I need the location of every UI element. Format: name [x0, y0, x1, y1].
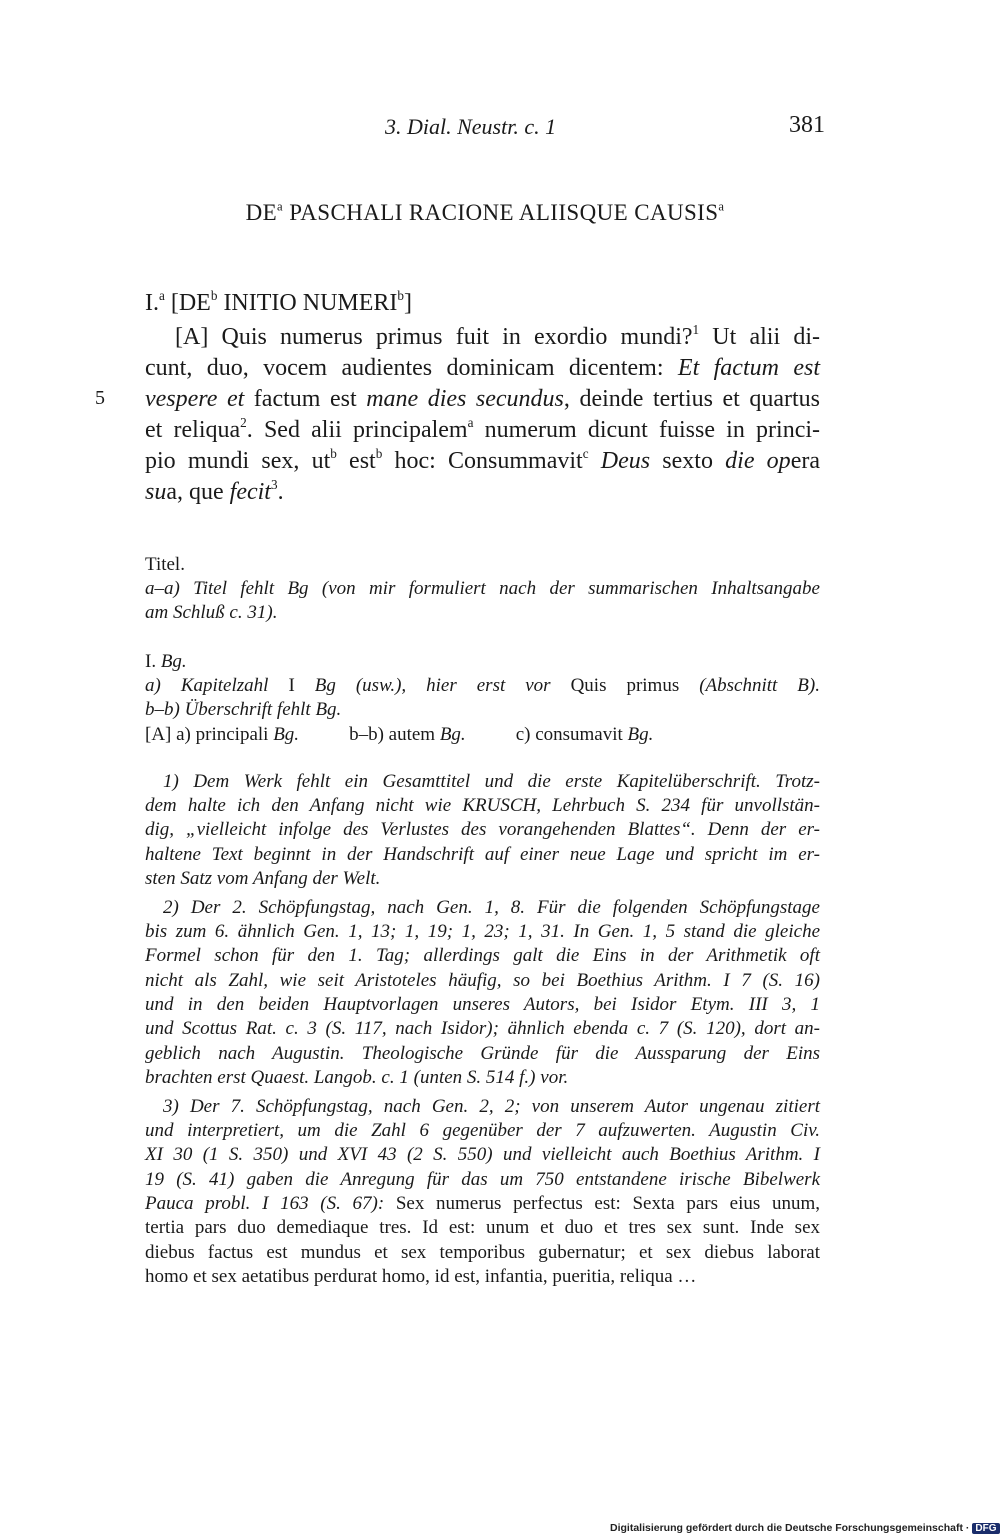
note-2-line-4: nicht als Zahl, wie seit Aristoteles häufig, so bei Boethius Arithm. I 7 (S. 16) [145, 970, 820, 991]
note-1-line-2: dem halte ich den Anfang nicht wie KRUSCH, Lehrbuch S. 234 für unvollstän- [145, 795, 820, 816]
apparatus-title-note-1: a–a) Titel fehlt Bg (von mir formuliert nach der summarischen Inhaltsangabe [145, 578, 820, 599]
apparatus-chapter-a: a) Kapitelzahl I Bg (usw.), hier erst vor Quis primus (Abschnitt B). [145, 675, 820, 696]
body-line-6: sua, que fecit$^3$. [145, 477, 284, 505]
body-line-2: cunt, duo, vocem audientes dominicam dicentem: Et factum est [145, 355, 821, 381]
dfg-logo-icon: DFG [972, 1523, 999, 1534]
note-2-line-5: und in den beiden Hauptvorlagen unseres Autors, bei Isidor Etym. III 3, 1 [145, 994, 820, 1015]
body-line-4: et reliqua$^2$. Sed alii principalem$^a$ numerum dicunt fuisse in princi- [145, 415, 821, 443]
note-3-line-7: diebus factus est mundus et sex temporibus gubernatur; et sex diebus laborat [145, 1242, 820, 1263]
note-1-line-4: haltene Text beginnt in der Handschrift auf einer neue Lage und spricht im er- [145, 844, 820, 865]
apparatus-title-label: Titel. [145, 554, 185, 575]
note-3-line-6: tertia pars duo demediaque tres. Id est: unum et duo et tres sex sunt. Inde sex [145, 1217, 820, 1238]
apparatus-chapter-label: I. Bg. [145, 651, 187, 672]
note-2-line-3: Formel schon für den 1. Tag; allerdings galt die Eins in der Arithmetik oft [145, 945, 820, 966]
body-line-1: [A] Quis numerus primus fuit in exordio mundi?$^1$ Ut alii di- [175, 322, 820, 350]
digitization-banner: Digitalisierung gefördert durch die Deutsche Forschungsgemeinschaft · DFG [610, 1522, 995, 1538]
main-title: $DE^a$ PASCHALI RACIONE ALIISQUE CAUSIS$^a$ [245, 199, 725, 225]
note-2-line-8: brachten erst Quaest. Langob. c. 1 (unten S. 514 f.) vor. [145, 1067, 569, 1088]
page-number: 381 [789, 112, 825, 138]
body-line-3: vespere et factum est mane dies secundus, deinde tertius et quartus [145, 386, 821, 412]
apparatus-variants: [A] a) principali Bg. b–b) autem Bg. c) consumavit Bg. [145, 724, 654, 745]
chapter-heading: I.$^a$ [$DE^b$ INITIO NUMERI$^b$] [145, 288, 412, 316]
note-1-line-3: dig, „vielleicht infolge des Verlustes des vorangehenden Blattes“. Denn der er- [145, 819, 820, 840]
note-2-line-1: 2) Der 2. Schöpfungstag, nach Gen. 1, 8. Für die folgenden Schöpfungstage [163, 897, 820, 918]
note-1-line-5: sten Satz vom Anfang der Welt. [145, 868, 381, 889]
note-2-line-6: und Scottus Rat. c. 3 (S. 117, nach Isidor); ähnlich ebenda c. 7 (S. 120), dort an- [145, 1018, 820, 1039]
note-3-line-4: 19 (S. 41) gaben die Anregung für das um 750 entstandene irische Bibelwerk [145, 1169, 820, 1190]
apparatus-title-note-2: am Schluß c. 31). [145, 602, 278, 623]
note-3-line-2: und interpretiert, um die Zahl 6 gegenüber der 7 aufzuwerten. Augustin Civ. [145, 1120, 820, 1141]
body-line-5: pio mundi sex, $ut^b$ est$^b$ hoc: Consummavit$^c$ Deus sexto die opera [145, 446, 820, 474]
apparatus-chapter-b: b–b) Überschrift fehlt Bg. [145, 699, 342, 720]
note-2-line-2: bis zum 6. ähnlich Gen. 1, 13; 1, 19; 1, 23; 1, 31. In Gen. 1, 5 stand die gleiche [145, 921, 820, 942]
note-3-line-1: 3) Der 7. Schöpfungstag, nach Gen. 2, 2; von unserem Autor ungenau zitiert [163, 1096, 820, 1117]
note-3-line-5: Pauca probl. I 163 (S. 67): Sex numerus perfectus est: Sexta pars eius unum, [145, 1193, 820, 1214]
line-number: 5 [95, 387, 105, 409]
note-3-line-3: XI 30 (1 S. 350) und XVI 43 (2 S. 550) und vielleicht auch Boethius Arithm. I [145, 1144, 820, 1165]
note-2-line-7: geblich nach Augustin. Theologische Gründe für die Aussparung der Eins [145, 1043, 820, 1064]
running-title: 3. Dial. Neustr. c. 1 [385, 114, 557, 139]
note-1-line-1: 1) Dem Werk fehlt ein Gesamttitel und die erste Kapitelüberschrift. Trotz- [163, 771, 820, 792]
note-3-line-8: homo et sex aetatibus perdurat homo, id est, infantia, pueritia, reliqua … [145, 1266, 697, 1287]
